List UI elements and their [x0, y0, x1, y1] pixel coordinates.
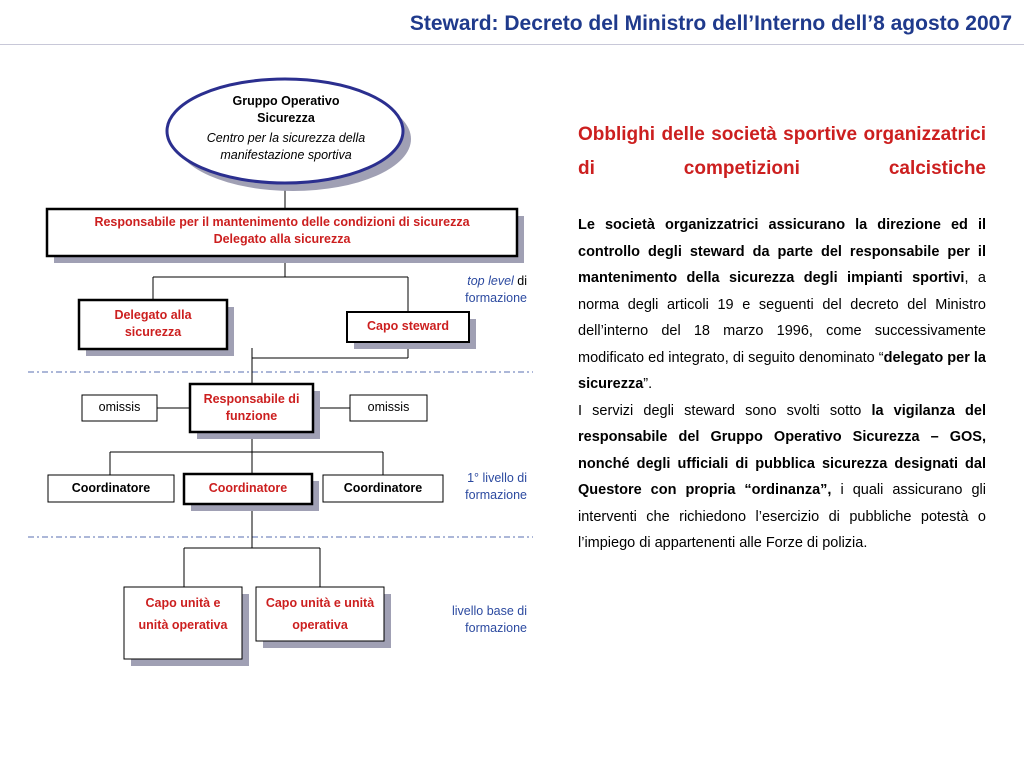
delegato-label: Delegato alla sicurezza	[114, 308, 192, 339]
p1-bold1: Le società organizzatrici assicurano la direzione ed il controllo degli steward da parte del responsabile per il mantenimento della sicurezza degli impianti sportivi	[578, 217, 986, 286]
gos-label	[205, 93, 367, 164]
level-1-line1: 1° livello di	[467, 471, 527, 485]
responsabile-line2: Delegato alla sicurezza	[213, 232, 351, 246]
paragraph-2	[578, 398, 986, 557]
level-top-italic: top level	[467, 274, 514, 288]
p2-bold1: la vigilanza del responsabile del Gruppo Operativo Sicurezza – GOS, nonché degli ufficiali di pubblica sicurezza designati dal Questore con propria “ordinanza”,	[578, 402, 987, 498]
paragraph-1	[578, 212, 986, 398]
level-base-line2: formazione	[465, 621, 527, 635]
p1-text2: ”.	[643, 376, 653, 392]
slide-title: Steward: Decreto del Ministro dell’Interno dell’8 agosto 2007	[409, 12, 1012, 35]
omissis-left-label: omissis	[98, 400, 141, 414]
gos-title: Gruppo Operativo Sicurezza	[232, 94, 340, 125]
level-top-rest2: formazione	[465, 291, 527, 305]
coordinatore-right-label: Coordinatore	[343, 481, 423, 495]
right-heading: Obblighi delle società sportive organizzatrici di competizioni calcistiche	[578, 124, 986, 179]
level-top-rest1: di	[513, 274, 527, 288]
level-1-line2: formazione	[465, 488, 527, 502]
gos-subtitle: Centro per la sicurezza della manifestazione sportiva	[206, 131, 366, 162]
right-column	[578, 118, 986, 557]
level-base-line1: livello base di	[451, 604, 527, 618]
capo-unita-left-label: Capo unità e unità operativa	[138, 596, 228, 632]
level-top-label	[430, 273, 527, 307]
responsabile-label	[52, 214, 512, 248]
p2-text2: i quali assicurano gli interventi che richiedono l’esercizio di pubbliche potestà o l’impiego di appartenenti alle Forze di polizia.	[578, 482, 986, 551]
coordinatore-center-label: Coordinatore	[208, 481, 288, 495]
level-base-label	[420, 603, 527, 637]
omissis-right-label: omissis	[367, 400, 410, 414]
p2-text1: I servizi degli steward sono svolti sotto	[578, 402, 872, 419]
level-1-label	[430, 470, 527, 504]
responsabile-funzione-label: Responsabile di funzione	[203, 392, 300, 423]
p1-bold2: delegato per la sicurezza	[578, 349, 986, 392]
coordinatore-left-label: Coordinatore	[71, 481, 151, 495]
responsabile-line1: Responsabile per il mantenimento delle condizioni di sicurezza	[94, 215, 470, 229]
capo-steward-label: Capo steward	[367, 319, 449, 333]
p1-text1: , a norma degli articoli 19 e seguenti del decreto del Ministro dell’interno del 18 marzo 1996, come successivamente modificato ed integrato, di seguito denominato “	[578, 270, 986, 366]
capo-unita-right-label: Capo unità e unità operativa	[265, 596, 375, 632]
